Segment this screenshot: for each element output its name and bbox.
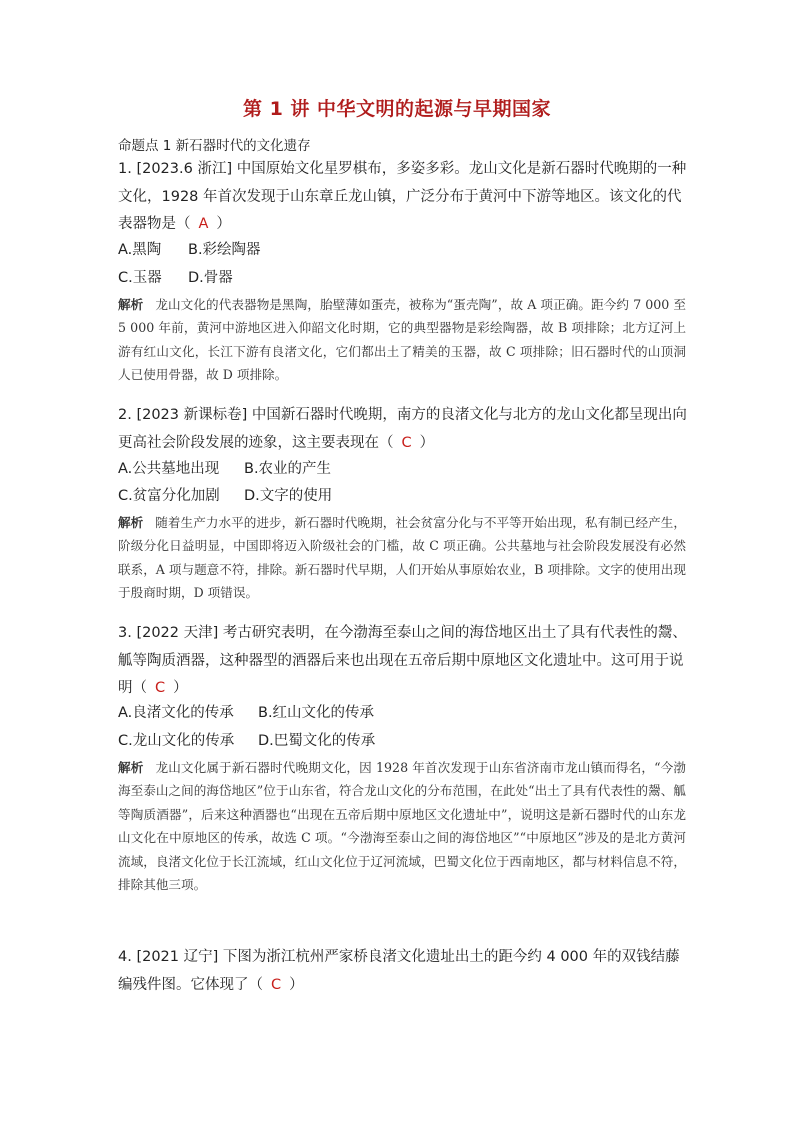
question-2: 2. [2023 新课标卷] 中国新石器时代晚期，南方的良渚文化与北方的龙山文化都呈现出向更高社会阶段发展的迹象，这主要表现在（ C ） xyxy=(118,407,687,451)
option-d: D.巴蜀文化的传承 xyxy=(258,733,376,749)
explanation-text: 随着生产力水平的进步，新石器时代晚期，社会贫富分化与不平等开始出现，私有制已经产生，阶级分化日益明显，中国即将迈入阶级社会的门槛，故 C 项正确。公共墓地与社会阶段发展没有必然联系，A 项与题意不符，排除。新石器时代早期，人们开始从事原始农业，B 项排除。文字的使用出现于殷商时期，D 项错误。 xyxy=(118,515,687,601)
option-a: A.黑陶 xyxy=(118,242,162,258)
question-2-explanation xyxy=(118,511,686,605)
question-1-options-row-2 xyxy=(118,265,233,293)
question-4: 4. [2021 辽宁] 下图为浙江杭州严家桥良渚文化遗址出土的距今约 4 000 年的双钱结藤编残件图。它体现了（ C ） xyxy=(118,949,680,993)
question-4-stem: 4. [2021 辽宁] 下图为浙江杭州严家桥良渚文化遗址出土的距今约 4 000 年的双钱结藤编残件图。它体现了（ xyxy=(118,949,680,993)
option-b: B.农业的产生 xyxy=(244,461,332,477)
question-3-answer: C xyxy=(155,680,166,696)
question-3: 3. [2022 天津] 考古研究表明，在今渤海至泰山之间的海岱地区出土了具有代表性的鬶、觚等陶质酒器，这种器型的酒器后来也出现在五帝后期中原地区文化遗址中。这可用于说明（ C ） xyxy=(118,625,687,696)
question-4-answer: C xyxy=(271,976,282,993)
option-d: D.文字的使用 xyxy=(244,488,333,504)
question-1-options-row-1 xyxy=(118,237,261,265)
question-3-options-row-1 xyxy=(118,700,374,728)
explanation-text: 龙山文化属于新石器时代晚期文化，因 1928 年首次发现于山东省济南市龙山镇而得名，“今渤海至泰山之间的海岱地区”位于山东省，符合龙山文化的分布范围，在此处“出土了具有代表性的鬶、觚等陶质酒器”，后来这种酒器也“出现在五帝后期中原地区文化遗址中”，说明这是新石器时代的山东龙山文化在中原地区的传承，故选 C 项。“今渤海至泰山之间的海岱地区”“中原地区”涉及的是北方黄河流域，良渚文化位于长江流域，红山文化位于辽河流域，巴蜀文化位于西南地区，都与材料信息不符，排除其他三项。 xyxy=(118,760,687,893)
option-a: A.良渚文化的传承 xyxy=(118,705,234,721)
option-c: C.玉器 xyxy=(118,270,162,286)
explanation-label: 解析 xyxy=(118,297,144,312)
explanation-label: 解析 xyxy=(118,515,144,530)
section-heading: 命题点 1 新石器时代的文化遗存 xyxy=(118,138,311,154)
page-title: 第 1 讲 中华文明的起源与早期国家 xyxy=(242,98,552,120)
option-a: A.公共墓地出现 xyxy=(118,461,220,477)
question-2-options-row-1 xyxy=(118,456,331,484)
option-d: D.骨器 xyxy=(188,270,233,286)
question-3-options-row-2 xyxy=(118,728,375,756)
option-b: B.红山文化的传承 xyxy=(258,705,375,721)
explanation-text: 龙山文化的代表器物是黑陶，胎壁薄如蛋壳，被称为“蛋壳陶”，故 A 项正确。距今约 7 000 至 5 000 年前，黄河中游地区进入仰韶文化时期，它的典型器物是彩绘陶器，故 B 项排除；北方辽河上游有红山文化，长江下游有良渚文化，它们都出土了精美的玉器，故 C 项排除；旧石器时代的山顶洞人已使用骨器，故 D 项排除。 xyxy=(118,297,686,383)
option-c: C.龙山文化的传承 xyxy=(118,733,235,749)
question-1: 1. [2023.6 浙江] 中国原始文化星罗棋布，多姿多彩。龙山文化是新石器时代晚期的一种文化，1928 年首次发现于山东章丘龙山镇，广泛分布于黄河中下游等地区。该文化的代表器物是（ A ） xyxy=(118,161,687,232)
question-1-answer: A xyxy=(198,216,209,232)
explanation-label: 解析 xyxy=(118,760,144,775)
question-2-answer: C xyxy=(401,434,412,451)
option-b: B.彩绘陶器 xyxy=(188,242,261,258)
question-3-stem: 3. [2022 天津] 考古研究表明，在今渤海至泰山之间的海岱地区出土了具有代表性的鬶、觚等陶质酒器，这种器型的酒器后来也出现在五帝后期中原地区文化遗址中。这可用于说明（ xyxy=(118,625,687,696)
question-1-explanation xyxy=(118,293,686,387)
option-c: C.贫富分化加剧 xyxy=(118,488,220,504)
question-2-options-row-2 xyxy=(118,483,332,511)
question-2-stem: 2. [2023 新课标卷] 中国新石器时代晚期，南方的良渚文化与北方的龙山文化都呈现出向更高社会阶段发展的迹象，这主要表现在（ xyxy=(118,407,687,451)
question-1-stem: 1. [2023.6 浙江] 中国原始文化星罗棋布，多姿多彩。龙山文化是新石器时代晚期的一种文化，1928 年首次发现于山东章丘龙山镇，广泛分布于黄河中下游等地区。该文化的代表器物是（ xyxy=(118,161,687,232)
question-3-explanation xyxy=(118,756,686,896)
